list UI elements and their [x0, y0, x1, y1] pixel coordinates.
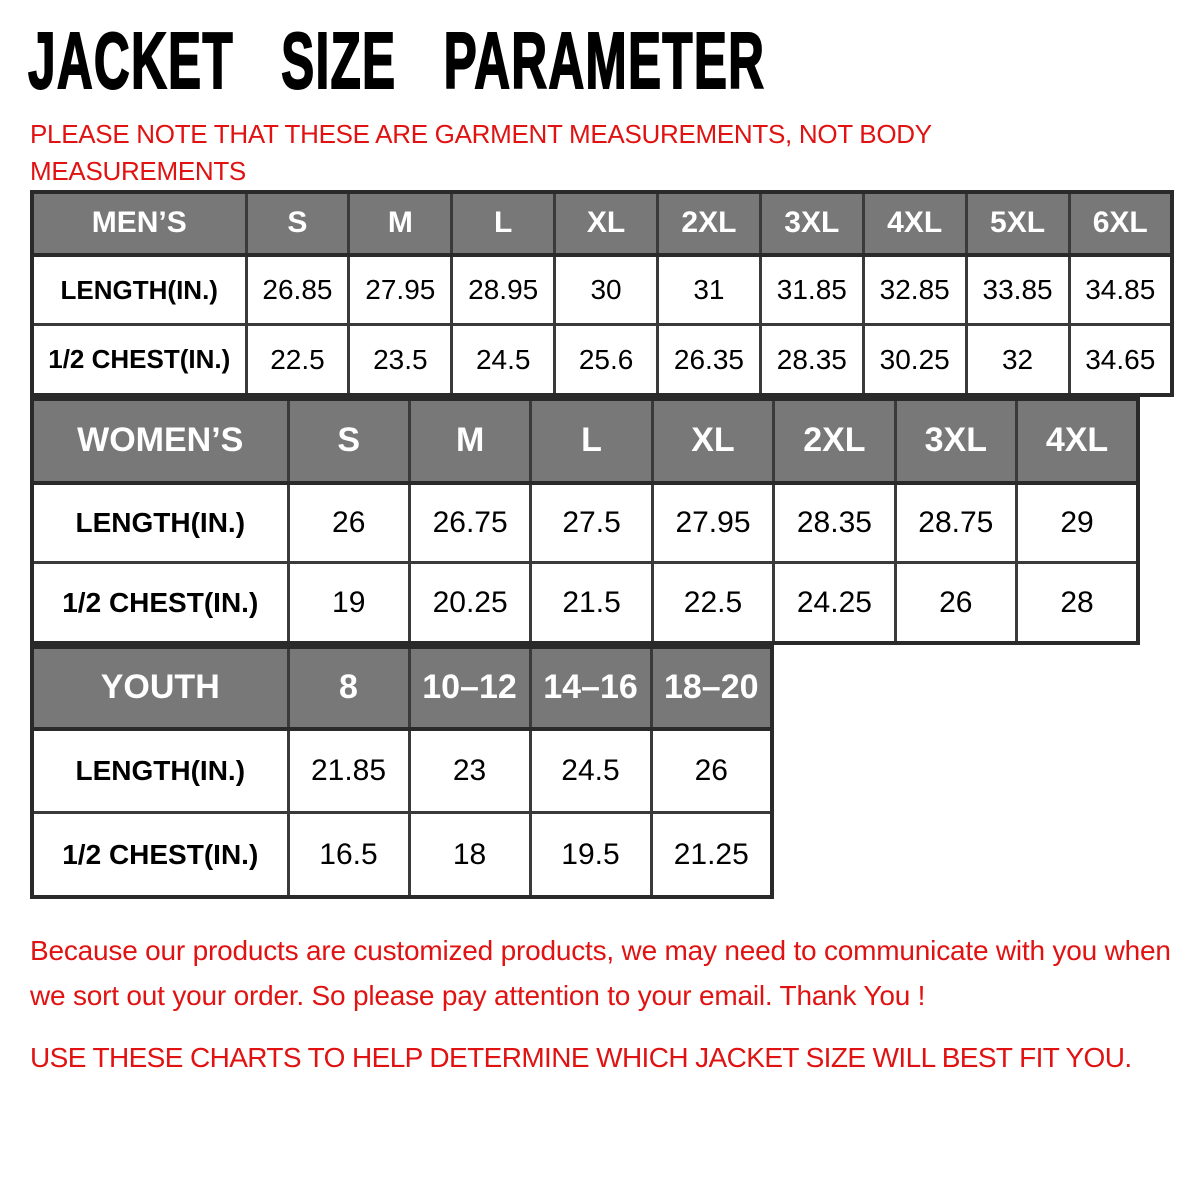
youth-size-header: 8: [288, 647, 409, 729]
measurement-value: 28: [1017, 563, 1138, 643]
measurement-value: 31: [658, 255, 761, 325]
measurement-value: 19.5: [530, 813, 651, 897]
womens-size-header: M: [409, 399, 530, 483]
youth-header-row: [32, 647, 772, 729]
womens-data-row: [32, 563, 1138, 643]
measurement-value: 21.25: [651, 813, 772, 897]
measurement-value: 26.85: [246, 255, 349, 325]
measurement-value: 22.5: [246, 325, 349, 395]
youth-size-header: 18–20: [651, 647, 772, 729]
mens-size-header: XL: [555, 192, 658, 255]
mens-data-row: [32, 255, 1172, 325]
measurement-value: 32.85: [863, 255, 966, 325]
womens-table-header: [32, 399, 1138, 483]
youth-table-header: [32, 647, 772, 729]
youth-size-header: 10–12: [409, 647, 530, 729]
mens-size-header: L: [452, 192, 555, 255]
measurement-value: 19: [288, 563, 409, 643]
mens-size-header: 4XL: [863, 192, 966, 255]
measurement-value: 34.85: [1069, 255, 1172, 325]
chart-usage-instruction: USE THESE CHARTS TO HELP DETERMINE WHICH JACKET SIZE WILL BEST FIT YOU.: [30, 1042, 1132, 1074]
measurement-value: 29: [1017, 483, 1138, 563]
mens-data-row: [32, 325, 1172, 395]
measurement-value: 30.25: [863, 325, 966, 395]
measurement-value: 26: [895, 563, 1016, 643]
mens-size-header: 6XL: [1069, 192, 1172, 255]
womens-size-header: S: [288, 399, 409, 483]
measurement-value: 28.35: [774, 483, 895, 563]
youth-table-title: YOUTH: [32, 647, 288, 729]
mens-size-header: 2XL: [658, 192, 761, 255]
measurement-value: 23.5: [349, 325, 452, 395]
measurement-value: 24.25: [774, 563, 895, 643]
measurement-value: 24.5: [452, 325, 555, 395]
measurement-value: 34.65: [1069, 325, 1172, 395]
womens-size-header: 3XL: [895, 399, 1016, 483]
measurement-value: 18: [409, 813, 530, 897]
mens-size-header: 5XL: [966, 192, 1069, 255]
measurement-label: LENGTH(IN.): [32, 255, 246, 325]
measurement-value: 26: [288, 483, 409, 563]
measurement-value: 26.35: [658, 325, 761, 395]
mens-size-header: M: [349, 192, 452, 255]
measurement-value: 28.95: [452, 255, 555, 325]
womens-size-header: L: [531, 399, 652, 483]
measurement-label: 1/2 CHEST(IN.): [32, 563, 288, 643]
measurement-value: 26: [651, 729, 772, 813]
measurement-value: 21.85: [288, 729, 409, 813]
measurement-value: 24.5: [530, 729, 651, 813]
customized-products-notice: Because our products are customized products, we may need to communicate with you when we sort out your order. So please pay attention to your email. Thank You !: [30, 934, 1171, 1011]
measurement-value: 20.25: [409, 563, 530, 643]
measurement-value: 30: [555, 255, 658, 325]
mens-size-table: [30, 190, 1174, 397]
youth-size-table: [30, 645, 774, 899]
mens-size-header: 3XL: [760, 192, 863, 255]
measurement-value: 28.75: [895, 483, 1016, 563]
mens-table-title: MEN’S: [32, 192, 246, 255]
measurement-value: 21.5: [531, 563, 652, 643]
womens-size-header: 4XL: [1017, 399, 1138, 483]
youth-data-row: [32, 729, 772, 813]
youth-data-row: [32, 813, 772, 897]
measurement-value: 25.6: [555, 325, 658, 395]
womens-size-header: 2XL: [774, 399, 895, 483]
page-title: JACKET SIZE PARAMETER: [28, 16, 766, 105]
measurement-value: 22.5: [652, 563, 773, 643]
mens-header-row: [32, 192, 1172, 255]
measurement-value: 27.95: [652, 483, 773, 563]
measurement-value: 26.75: [409, 483, 530, 563]
womens-size-header: XL: [652, 399, 773, 483]
mens-size-header: S: [246, 192, 349, 255]
measurement-value: 31.85: [760, 255, 863, 325]
measurement-value: 33.85: [966, 255, 1069, 325]
measurement-value: 16.5: [288, 813, 409, 897]
measurement-value: 27.5: [531, 483, 652, 563]
youth-size-header: 14–16: [530, 647, 651, 729]
measurement-label: LENGTH(IN.): [32, 729, 288, 813]
womens-size-table: [30, 397, 1140, 645]
womens-table-title: WOMEN’S: [32, 399, 288, 483]
womens-header-row: [32, 399, 1138, 483]
measurement-label: LENGTH(IN.): [32, 483, 288, 563]
womens-table-body: [32, 483, 1138, 643]
measurement-value: 32: [966, 325, 1069, 395]
measurement-value: 23: [409, 729, 530, 813]
youth-table-body: [32, 729, 772, 897]
measurement-value: 28.35: [760, 325, 863, 395]
garment-measurement-note: PLEASE NOTE THAT THESE ARE GARMENT MEASUREMENTS, NOT BODY MEASUREMENTS: [30, 119, 932, 186]
womens-data-row: [32, 483, 1138, 563]
measurement-value: 27.95: [349, 255, 452, 325]
mens-table-body: [32, 255, 1172, 395]
measurement-label: 1/2 CHEST(IN.): [32, 325, 246, 395]
mens-table-header: [32, 192, 1172, 255]
measurement-label: 1/2 CHEST(IN.): [32, 813, 288, 897]
